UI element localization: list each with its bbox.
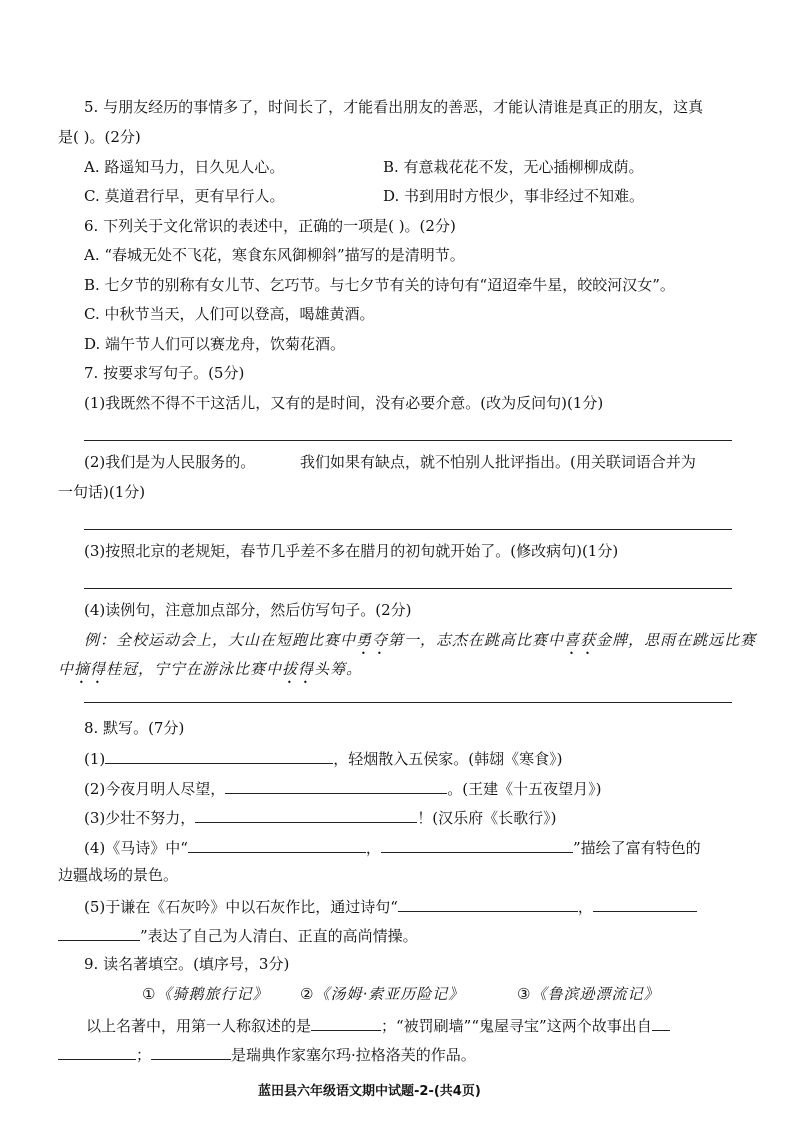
q9-book-1: ①《骑鹅旅行记》 bbox=[142, 985, 269, 1003]
item-text: (3)少壮不努力， bbox=[84, 809, 196, 827]
q8-item4 bbox=[84, 836, 701, 858]
q7-sub1: (1)我既然不得不干这活儿，又有的是时间，没有必要介意。(改为反问句)(1分) bbox=[84, 394, 604, 412]
q8-item3 bbox=[84, 806, 556, 828]
q7-sub2-part-b: 我们如果有缺点，就不怕别人批评指出。(用关联词语合并为 bbox=[300, 453, 696, 471]
fill-blank[interactable] bbox=[593, 895, 697, 912]
example-prefix: 例： bbox=[84, 631, 117, 649]
item-text: ；“被罚刷墙”“鬼屋寻宝”这两个故事出自 bbox=[381, 1017, 652, 1035]
item-text: ！(汉乐府《长歌行》) bbox=[417, 809, 557, 827]
example-text: 全校运动会上，大山在短跑比赛中 bbox=[116, 631, 357, 649]
item-number: (1) bbox=[84, 750, 106, 768]
item-text: 。(王建《十五夜望月》) bbox=[447, 780, 602, 798]
q7-sub2-answer-line[interactable] bbox=[84, 529, 732, 530]
item-text: ，轻烟散入五侯家。(韩翃《寒食》) bbox=[333, 750, 563, 768]
q9-question-line2 bbox=[58, 1043, 476, 1065]
fill-blank[interactable] bbox=[195, 806, 417, 823]
fill-blank[interactable] bbox=[58, 1043, 136, 1060]
item-text: ”表达了自己为人清白、正直的高尚情操。 bbox=[140, 927, 418, 945]
q5-option-c: C. 莫道君行早，更有早行人。 bbox=[84, 187, 285, 205]
example-text: 桂冠，宁宁在游泳比赛中 bbox=[106, 660, 283, 678]
q7-sub4-answer-line[interactable] bbox=[84, 702, 732, 703]
q8-item5 bbox=[84, 895, 697, 917]
q8-item1 bbox=[84, 747, 562, 769]
q8-stem: 8. 默写。(7分) bbox=[84, 719, 185, 737]
item-text: (2)今夜月明人尽望， bbox=[84, 780, 226, 798]
q8-item4-cont: 边疆战场的景色。 bbox=[58, 866, 179, 884]
item-text: (4)《马诗》中“ bbox=[84, 839, 188, 857]
fill-blank[interactable] bbox=[151, 1043, 231, 1060]
item-text: ”描绘了富有特色的 bbox=[572, 839, 701, 857]
fill-blank[interactable] bbox=[105, 747, 333, 764]
q7-sub2-part-c: 一句话)(1分) bbox=[58, 483, 146, 501]
q7-example-line1 bbox=[84, 630, 756, 658]
q8-item5-cont bbox=[58, 924, 418, 946]
page-footer: 蓝田县六年级语文期中试题-2-(共4页) bbox=[258, 1084, 481, 1099]
q8-item2 bbox=[84, 777, 601, 799]
q9-stem: 9. 读名著填空。(填序号，3分) bbox=[84, 955, 290, 973]
q5-stem-line1: 5. 与朋友经历的事情多了，时间长了，才能看出朋友的善恶，才能认清谁是真正的朋友，这真 bbox=[84, 98, 704, 116]
q7-sub3: (3)按照北京的老规矩，春节几乎差不多在腊月的初旬就开始了。(修改病句)(1分) bbox=[84, 542, 619, 560]
emphasized-word: 摘得 bbox=[74, 660, 107, 678]
q6-option-a: A. “春城无处不飞花，寒食东风御柳斜”描写的是清明节。 bbox=[84, 246, 465, 264]
q6-option-d: D. 端午节人们可以赛龙舟，饮菊花酒。 bbox=[84, 335, 346, 353]
q9-book-2: ②《汤姆·索亚历险记》 bbox=[300, 985, 465, 1003]
emphasized-word: 喜获 bbox=[564, 631, 597, 649]
example-text: 金牌，思雨在跳远比赛 bbox=[596, 631, 757, 649]
emphasized-word: 拔得 bbox=[282, 660, 315, 678]
q5-option-d: D. 书到用时方恨少，事非经过不知难。 bbox=[383, 187, 645, 205]
fill-blank[interactable] bbox=[381, 836, 573, 853]
q5-stem-line2: 是( )。(2分) bbox=[58, 128, 141, 146]
fill-blank[interactable] bbox=[652, 1014, 670, 1031]
fill-blank[interactable] bbox=[188, 836, 366, 853]
q5-option-a: A. 路遥知马力，日久见人心。 bbox=[84, 158, 285, 176]
fill-blank[interactable] bbox=[398, 895, 578, 912]
example-text: 第一，志杰在跳高比赛中 bbox=[388, 631, 565, 649]
example-text: 中 bbox=[58, 660, 75, 678]
item-text: ， bbox=[365, 839, 381, 857]
fill-blank[interactable] bbox=[225, 777, 447, 794]
item-text: 是瑞典作家塞尔玛·拉格洛芙的作品。 bbox=[231, 1046, 476, 1064]
q5-option-b: B. 有意栽花花不发，无心插柳柳成荫。 bbox=[383, 158, 644, 176]
item-text: ； bbox=[136, 1046, 152, 1064]
q7-stem: 7. 按要求写句子。(5分) bbox=[84, 364, 245, 382]
item-text: (5)于谦在《石灰吟》中以石灰作比，通过诗句“ bbox=[84, 898, 398, 916]
example-text: 头筹。 bbox=[314, 660, 363, 678]
item-text: ， bbox=[577, 898, 593, 916]
q9-question-line1 bbox=[86, 1014, 670, 1036]
q7-sub2-part-a: (2)我们是为人民服务的。 bbox=[84, 453, 256, 471]
item-text: 以上名著中，用第一人称叙述的是 bbox=[86, 1017, 312, 1035]
q6-option-b: B. 七夕节的别称有女儿节、乞巧节。与七夕节有关的诗句有“迢迢牵牛星，皎皎河汉女”。 bbox=[84, 276, 675, 294]
q7-sub1-answer-line[interactable] bbox=[84, 440, 732, 441]
fill-blank[interactable] bbox=[58, 924, 140, 941]
q9-book-3: ③《鲁滨逊漂流记》 bbox=[517, 985, 660, 1003]
q6-option-c: C. 中秋节当天，人们可以登高，喝雄黄酒。 bbox=[84, 305, 375, 323]
q7-sub4: (4)读例句，注意加点部分，然后仿写句子。(2分) bbox=[84, 601, 412, 619]
q7-example-line2 bbox=[58, 659, 362, 687]
q6-stem: 6. 下列关于文化常识的表述中，正确的一项是( )。(2分) bbox=[84, 217, 456, 235]
fill-blank[interactable] bbox=[311, 1014, 381, 1031]
q7-sub3-answer-line[interactable] bbox=[84, 588, 732, 589]
emphasized-word: 勇夺 bbox=[356, 631, 389, 649]
